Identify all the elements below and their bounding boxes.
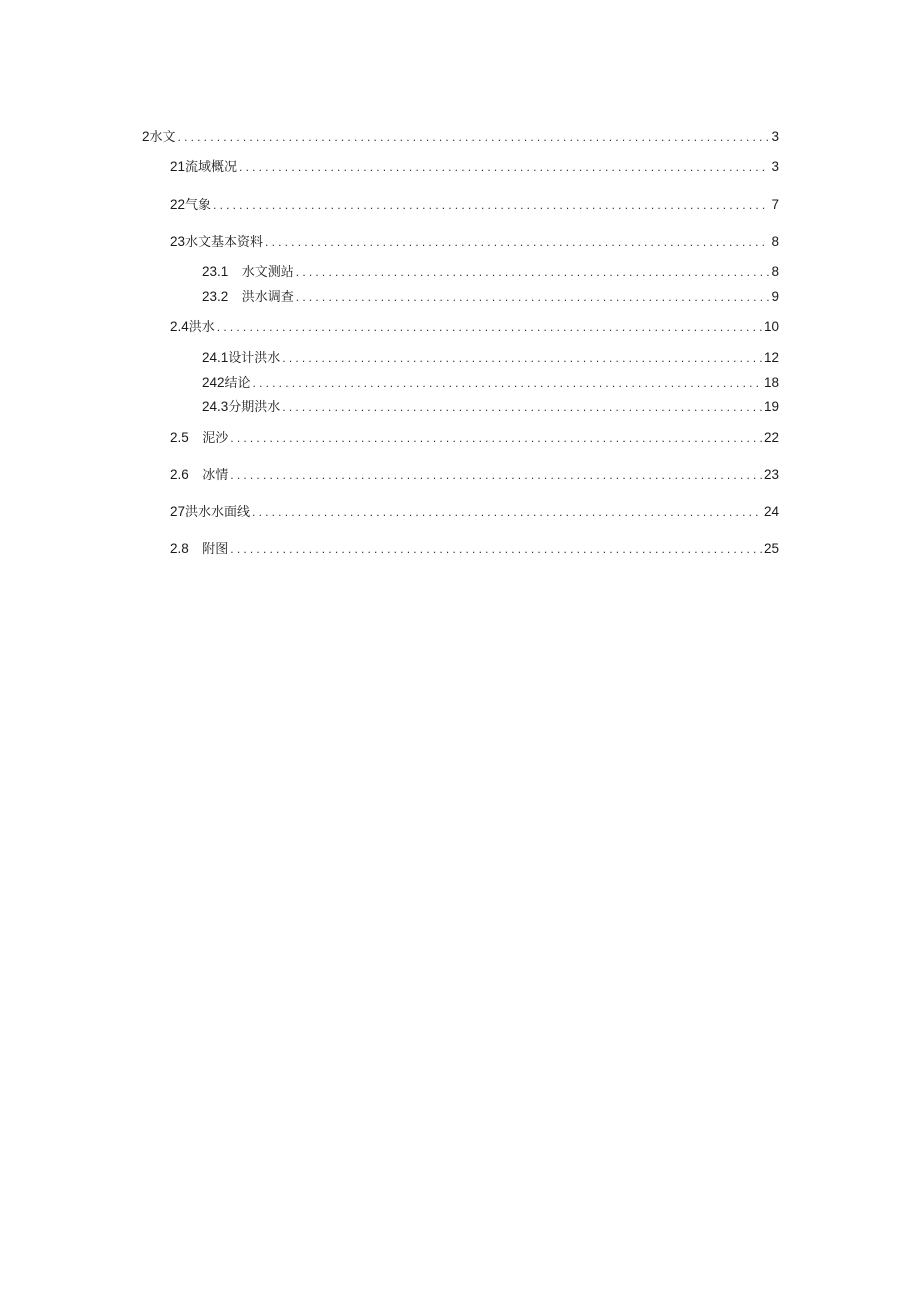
page-number: 19 xyxy=(763,399,779,414)
toc-entry-242[interactable] xyxy=(202,374,779,393)
toc-entry-23-2[interactable] xyxy=(202,288,779,307)
section-title: 附图 xyxy=(202,542,229,557)
dot-leader xyxy=(296,288,770,306)
dot-leader xyxy=(230,540,762,558)
section-number: 24.1 xyxy=(202,350,229,365)
section-title: 气象 xyxy=(185,198,212,213)
dot-leader xyxy=(230,429,762,447)
section-number: 2.6 xyxy=(170,467,203,482)
section-title: 水文基本资料 xyxy=(185,235,264,250)
section-title: 泥沙 xyxy=(202,431,229,446)
page-number: 3 xyxy=(771,159,779,174)
dot-leader xyxy=(282,349,762,367)
page-number: 12 xyxy=(763,350,779,365)
section-title: 设计洪水 xyxy=(228,351,281,366)
page-number: 7 xyxy=(771,197,779,212)
dot-leader xyxy=(178,128,770,146)
toc-entry-22[interactable] xyxy=(170,196,779,215)
dot-leader xyxy=(265,233,769,251)
section-number: 23.1 xyxy=(202,264,242,279)
section-number: 2.4 xyxy=(170,319,189,334)
section-title: 冰情 xyxy=(202,468,229,483)
section-number: 23 xyxy=(170,234,186,249)
section-number: 24.3 xyxy=(202,399,229,414)
section-number: 2.8 xyxy=(170,541,203,556)
toc-entry-2-8[interactable] xyxy=(170,540,779,559)
section-title: 洪水调查 xyxy=(241,290,294,305)
section-title: 结论 xyxy=(224,376,251,391)
toc-entry-2-4[interactable] xyxy=(170,318,779,337)
section-title: 洪水水面线 xyxy=(185,505,251,520)
section-title: 洪水 xyxy=(188,320,215,335)
page-number: 3 xyxy=(771,129,779,144)
dot-leader xyxy=(252,503,762,521)
page-number: 18 xyxy=(763,375,779,390)
toc-entry-2-6[interactable] xyxy=(170,466,779,485)
page-number: 8 xyxy=(771,234,779,249)
page-number: 10 xyxy=(763,319,779,334)
toc-entry-23-1[interactable] xyxy=(202,263,779,282)
dot-leader xyxy=(239,158,769,176)
dot-leader xyxy=(282,398,762,416)
section-title: 水文测站 xyxy=(241,265,294,280)
section-title: 流域概况 xyxy=(185,160,238,175)
toc-entry-27[interactable] xyxy=(170,503,779,522)
toc-entry-2[interactable] xyxy=(142,128,779,147)
dot-leader xyxy=(296,263,770,281)
dot-leader xyxy=(230,466,762,484)
page-number: 25 xyxy=(763,541,779,556)
section-number: 2 xyxy=(142,129,150,144)
section-number: 22 xyxy=(170,197,186,212)
section-title: 分期洪水 xyxy=(228,400,281,415)
toc-entry-23[interactable] xyxy=(170,233,779,252)
dot-leader xyxy=(217,318,762,336)
dot-leader xyxy=(253,374,762,392)
toc-entry-21[interactable] xyxy=(170,158,779,177)
section-number: 23.2 xyxy=(202,289,242,304)
page-number: 9 xyxy=(771,289,779,304)
section-number: 242 xyxy=(202,375,225,390)
dot-leader xyxy=(213,196,769,214)
page-number: 8 xyxy=(771,264,779,279)
page-number: 24 xyxy=(763,504,779,519)
section-number: 2.5 xyxy=(170,430,203,445)
section-number: 21 xyxy=(170,159,186,174)
page-number: 23 xyxy=(763,467,779,482)
page-number: 22 xyxy=(763,430,779,445)
toc-entry-24-3[interactable] xyxy=(202,398,779,417)
section-number: 27 xyxy=(170,504,186,519)
toc-entry-2-5[interactable] xyxy=(170,429,779,448)
section-title: 水文 xyxy=(149,130,176,145)
toc-entry-24-1[interactable] xyxy=(202,349,779,368)
